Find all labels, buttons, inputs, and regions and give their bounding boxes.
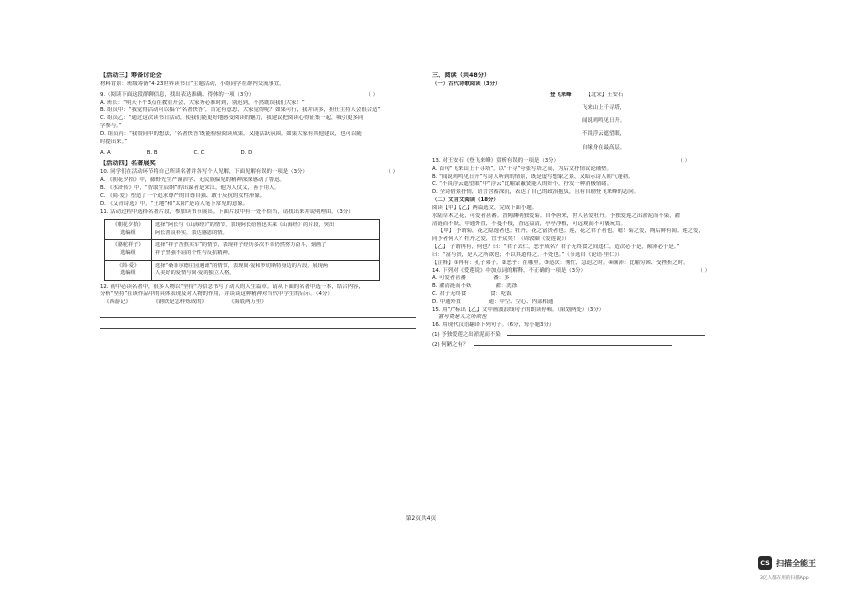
q12-book: 《钢铁是怎样炼成的》 <box>152 299 207 306</box>
group-tag: 选编组 <box>120 249 136 256</box>
table-cell-book <box>105 260 152 280</box>
table-cell-book <box>105 240 152 260</box>
camscanner-icon: CS <box>758 556 772 570</box>
q11-table <box>104 219 380 280</box>
passage-jia-line: 水陆草木之花，可爱者甚蕃。晋陶渊明独爱菊。自李唐来，世人甚爱牡丹。予独爱莲之出淤泥而不染，濯 <box>432 212 680 219</box>
q14-stem-row <box>432 268 750 276</box>
q14-option-b: B. 濯清涟而不妖 濯：洗涤 <box>432 283 518 290</box>
q12-book-list <box>100 299 418 307</box>
desc-line: 祥子坚强不屈的个性与反抗精神。 <box>155 249 233 256</box>
poem-author: 【北宋】王安石 <box>585 91 624 98</box>
section3-part2: （二）文言文阅读（18分） <box>432 197 499 204</box>
passage-jia-line: 同予者何人？牡丹之爱，宜乎众矣！（周敦颐《爱莲说》） <box>432 236 570 243</box>
q9-option-d-cont: 时提出来。” <box>100 138 128 145</box>
reading-intro: 阅读【甲】【乙】两篇选文，完成下面小题。 <box>432 204 538 211</box>
scanner-slogan: 3亿人都在用的扫描App <box>760 576 809 581</box>
q9-option-d: D. 组员丙：“我赞同甲的想法，‘名著快答’既能检验阅读成果，又能活跃氛围。如果大家有其他建议，也可以随 <box>100 130 362 137</box>
passage-yi-line: 曰：“富与贵，是人之所欲也；不以其道得之，不处也。”（节选自《论语·里仁》） <box>432 251 623 258</box>
desc-line: 选择“阿长与《山海经》”的情节，表现阿长给鲁迅买来《山海经》的片段，突出 <box>155 222 335 229</box>
q10-option-b: B. 《水浒传》中，“智取生辰纲”的出谋者是宋江，他为人仗义，善于用人。 <box>100 185 280 192</box>
q9-choice: D. D <box>240 149 253 156</box>
left-column <box>100 72 418 329</box>
q12-book: 《海底两万里》 <box>228 299 267 306</box>
q9-answer-blank: （ ） <box>365 91 378 98</box>
activity3-title: 【活动三】筹备讨论会 <box>100 72 162 79</box>
q9-choice: C. C <box>193 149 205 156</box>
q12-answer-line[interactable] <box>100 318 416 329</box>
q14-stem: 14. 下列对《爱莲说》中加点词的解释，不正确的一项是（3分） <box>432 267 586 274</box>
table-row <box>105 260 380 280</box>
q9-stem: 9.（阅读下面这段群聊信息，找出表达准确、得体的一项（3分） <box>100 91 255 98</box>
q13-option-c: C. “不畏浮云遮望眼”中“浮云”比喻蒙蔽贤能人的奸小，抒发一种消极情绪。 <box>432 181 613 188</box>
table-row <box>105 220 380 240</box>
q13-option-a: A. 首句“飞来山上千寻塔”，以“千寻”夸张写塔之高，为后文抒情议论铺垫。 <box>432 165 612 172</box>
q9-option-a: A. 班长：“明天下午3点在教室开会，大家务必准时到，别迟到，不然耽误我们大家！” <box>100 99 305 106</box>
q13-option-d: D. 全诗借景抒情，语言含蓄深沉，表达了自己的政治抱负，且有自励登飞来峰的志向。 <box>432 189 640 196</box>
desc-line: 选择“桑菲尔德庄园遇谑”的情节，表现简·爱和罗切斯特身边的片段，展现两 <box>155 262 329 269</box>
q16-stem: 16. 用现代汉语翻译下列句子。（6分，每小题3分） <box>432 322 555 329</box>
q12-answer-line[interactable] <box>100 307 416 318</box>
q14-answer-blank: （ ） <box>697 267 710 274</box>
q11-stem: 11. 活动过程中选择名著片段，参加读书节展出。下面片段中有一处不恰当，请找出来并说明理由。（3分） <box>100 208 354 215</box>
q16-item-2 <box>432 340 750 350</box>
desc-line: 阿长善良朴实，表达感恩的情。 <box>155 229 228 236</box>
q13-answer-blank: （ ） <box>677 157 690 164</box>
q13-stem: 13. 对王安石《登飞来峰》赏析有误的一项是（3分） <box>432 157 559 164</box>
q9-option-b: B. 组员甲：“我觉得活动可以搞个‘名著快答’，肯定有意思，大家觉得呢？如果可行，我并读多，担任主持人会很合适” <box>100 107 381 114</box>
activity3-material: 材料背景：班级筹备“4·23世界读书日”主题活动，小组同学在群内交流事宜。 <box>100 80 285 87</box>
poem-line: 自缘身在最高层。 <box>582 144 626 151</box>
q13-stem-row <box>432 158 750 166</box>
q14-option-a: A. 可爱者甚蕃 蕃：多 <box>432 275 510 282</box>
q10-option-a: A. 《朝花夕拾》中，藤野先生严谨治学、无民族偏见的精神深深感动了鲁迅。 <box>100 177 285 184</box>
q9-choice: A. A <box>100 149 111 156</box>
q16-item-1-text: (1) 予独爱莲之出淤泥而不染 <box>432 332 501 339</box>
q16-item-1 <box>432 330 750 340</box>
q10-answer-blank: （ ） <box>385 169 398 176</box>
q14-option-c: C. 君子无终食 食：吃饭 <box>432 290 512 297</box>
book-title: 《简·爱》 <box>116 262 140 269</box>
q16-item-2-text: (2) 何陋之有？ <box>432 341 469 348</box>
table-cell-desc <box>152 220 380 240</box>
q9-stem-row <box>100 92 418 100</box>
q15-sentence[interactable]: 富与贵是人之所欲也 <box>438 314 487 321</box>
q9-choices <box>100 150 418 158</box>
page-number: 第2页共4页 <box>405 516 437 522</box>
q13-option-b: B. “闻说鸡鸣见日升”写诗人听到的情景，既是虚写想象之景，又暗示诗人朝气蓬勃。 <box>432 173 634 180</box>
poem-line: 闻说鸡鸣见日升。 <box>582 118 626 125</box>
q9-option-c: C. 组员乙：“通过这次读书日活动，使我们能更好地感受阅读的魅力，我建议把阅读心得征集一起，吸引更多同 <box>100 115 364 122</box>
scanner-watermark <box>758 556 816 570</box>
q9-choice: B. B <box>146 149 158 156</box>
passage-jia-line: 清涟而不妖，中通外直，不蔓不枝，香远益清，亭亭净植，可远观而不可亵玩焉。 <box>432 220 627 227</box>
q14-option-d: D. 中通外直 通：中空、空心、内部相通 <box>432 298 554 305</box>
q10-option-c: C. 《简·爱》塑造了一个追求尊严的自尊自强、敢于反抗的女性形象。 <box>100 192 266 199</box>
desc-line: 人美好的爱情与简·爱的独立人格。 <box>155 270 235 277</box>
passage-yi-line: 【乙】 子谓冉有，何也？曰：“君子去仁，恶乎成名？君子无终食之间违仁，造次必于是，颠沛必于是。” <box>432 244 680 251</box>
table-row <box>105 240 380 260</box>
book-title: 《骆驼祥子》 <box>112 242 144 249</box>
q16-answer-line[interactable] <box>474 340 672 346</box>
desc-line: 选择“祥子苦熬买车”的情节，表现祥子经历多次不幸仍然努力奋斗，刻画了 <box>155 242 327 249</box>
q12-stem: 12. 初中必读名著中，很多人物以“坚持”为信念书写了动人的人生篇章。请从下面的名著中选一本，结合内容， <box>100 283 364 290</box>
q10-stem-row <box>100 169 418 177</box>
scanner-app-name: 扫描全能王 <box>776 558 816 568</box>
q9-option-c-cont: 学参与。” <box>100 123 122 130</box>
q15-stem: 15. 用“/”标出【乙】文中画波浪线句子的朗读停顿。（限划两处）（3分） <box>432 306 605 313</box>
right-column <box>432 72 750 350</box>
passage-jia-line: 【甲】 予谓菊，花之隐逸者也；牡丹，花之富贵者也；莲，花之君子者也。噫！菊之爱，陶后鲜有闻。莲之爱， <box>438 228 704 235</box>
q10-stem: 10. 同学们在活动环节将自己所读名著并各写个人见解，下面见解有误的一项是（3分） <box>100 169 308 176</box>
q12-book: 《西游记》 <box>104 299 131 306</box>
poem-title: 登飞来峰 <box>550 91 572 98</box>
table-cell-desc <box>152 240 380 260</box>
passage-notes: 【注释】①冉有：孔子弟子。②恶乎：在哪里。③造次：匆忙，急迫之时。④颠沛：比喻穷困、受挫折之时。 <box>432 259 689 266</box>
poem-line: 飞来山上千寻塔， <box>582 105 626 112</box>
section3-part1: （一）古代诗歌阅读（3分） <box>432 80 501 87</box>
activity4-title: 【活动四】名著展奖 <box>100 160 156 168</box>
section3-title: 三、阅读（共48分） <box>432 72 491 79</box>
table-cell-book <box>105 220 152 240</box>
q10-option-d: D. 《艾青诗选》中，“土地”和“太阳”是诗人笔下常见的意象。 <box>100 200 249 207</box>
book-title: 《朝花夕拾》 <box>112 222 144 229</box>
table-cell-desc <box>152 260 380 280</box>
poem-line: 不畏浮云遮望眼， <box>582 131 626 138</box>
q12-stem-cont: 分析“坚持”在该作品中的具体表现及对人物的作用，并谈谈这种精神对当代中学生的启示。（4分） <box>100 291 333 298</box>
group-tag: 选编组 <box>120 229 136 236</box>
group-tag: 选编组 <box>120 270 136 277</box>
q16-answer-line[interactable] <box>507 330 705 336</box>
poem-header <box>432 92 750 100</box>
